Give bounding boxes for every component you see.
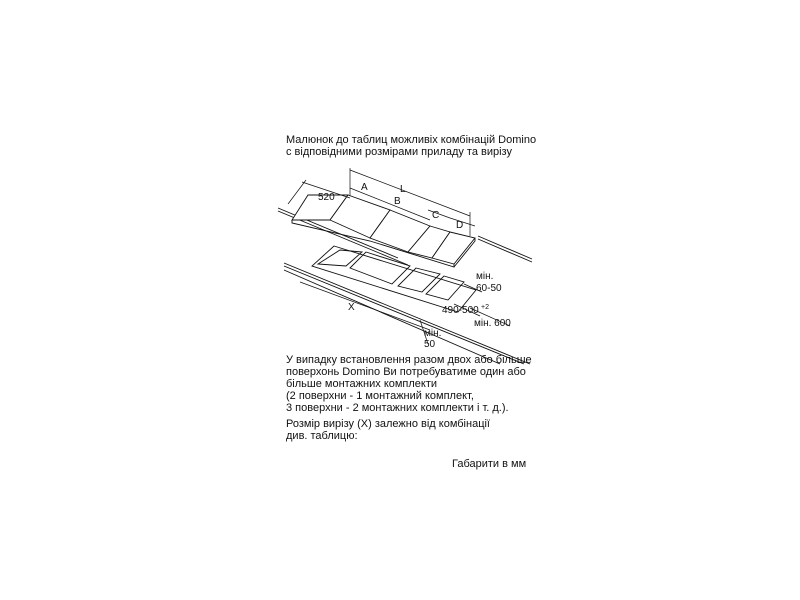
dim-490-500: 490-500 bbox=[442, 305, 479, 316]
body-text-line-3: більше монтажних комплекти bbox=[286, 378, 438, 390]
body-text-line-4: (2 поверхни - 1 монтажний комплект, bbox=[286, 390, 474, 402]
dim-60-50: 60-50 bbox=[476, 283, 502, 294]
dim-min-label-2: мін. bbox=[424, 328, 442, 339]
units-note: Габарити в мм bbox=[452, 458, 527, 470]
body-text-line-1: У випадку встановлення разом двох або більше bbox=[286, 354, 532, 366]
dim-520: 520 bbox=[318, 192, 335, 203]
body-text-line-2: поверхонь Domino Ви потребуватиме один або bbox=[286, 366, 526, 378]
dim-490-tolerance: +2 bbox=[481, 304, 489, 311]
dim-min-600: мін. 600 bbox=[474, 318, 511, 329]
body-text-line-6: Розмір вирізу (X) залежно від комбінації bbox=[286, 418, 490, 430]
body-text-line-5: 3 поверхни - 2 монтажних комплекти і т. д.). bbox=[286, 402, 509, 414]
dim-l: L bbox=[400, 184, 406, 195]
domino-cooktops bbox=[292, 195, 475, 267]
dim-x: X bbox=[348, 302, 355, 313]
dim-d: D bbox=[456, 220, 464, 231]
dim-c: C bbox=[432, 210, 440, 221]
caption-line-1: Малюнок до таблиц можливіх комбінацій Domino bbox=[286, 134, 537, 146]
dim-b: B bbox=[394, 196, 401, 207]
dim-50: 50 bbox=[424, 339, 436, 350]
body-text-line-7: див. таблицю: bbox=[286, 430, 358, 442]
caption-line-2: с відповідними розмірами приладу та вирізу bbox=[286, 146, 512, 158]
dim-a: A bbox=[361, 182, 368, 193]
worktop-cutout bbox=[284, 246, 530, 364]
dim-min-label: мін. bbox=[476, 271, 494, 282]
domino-installation-diagram bbox=[270, 160, 540, 365]
